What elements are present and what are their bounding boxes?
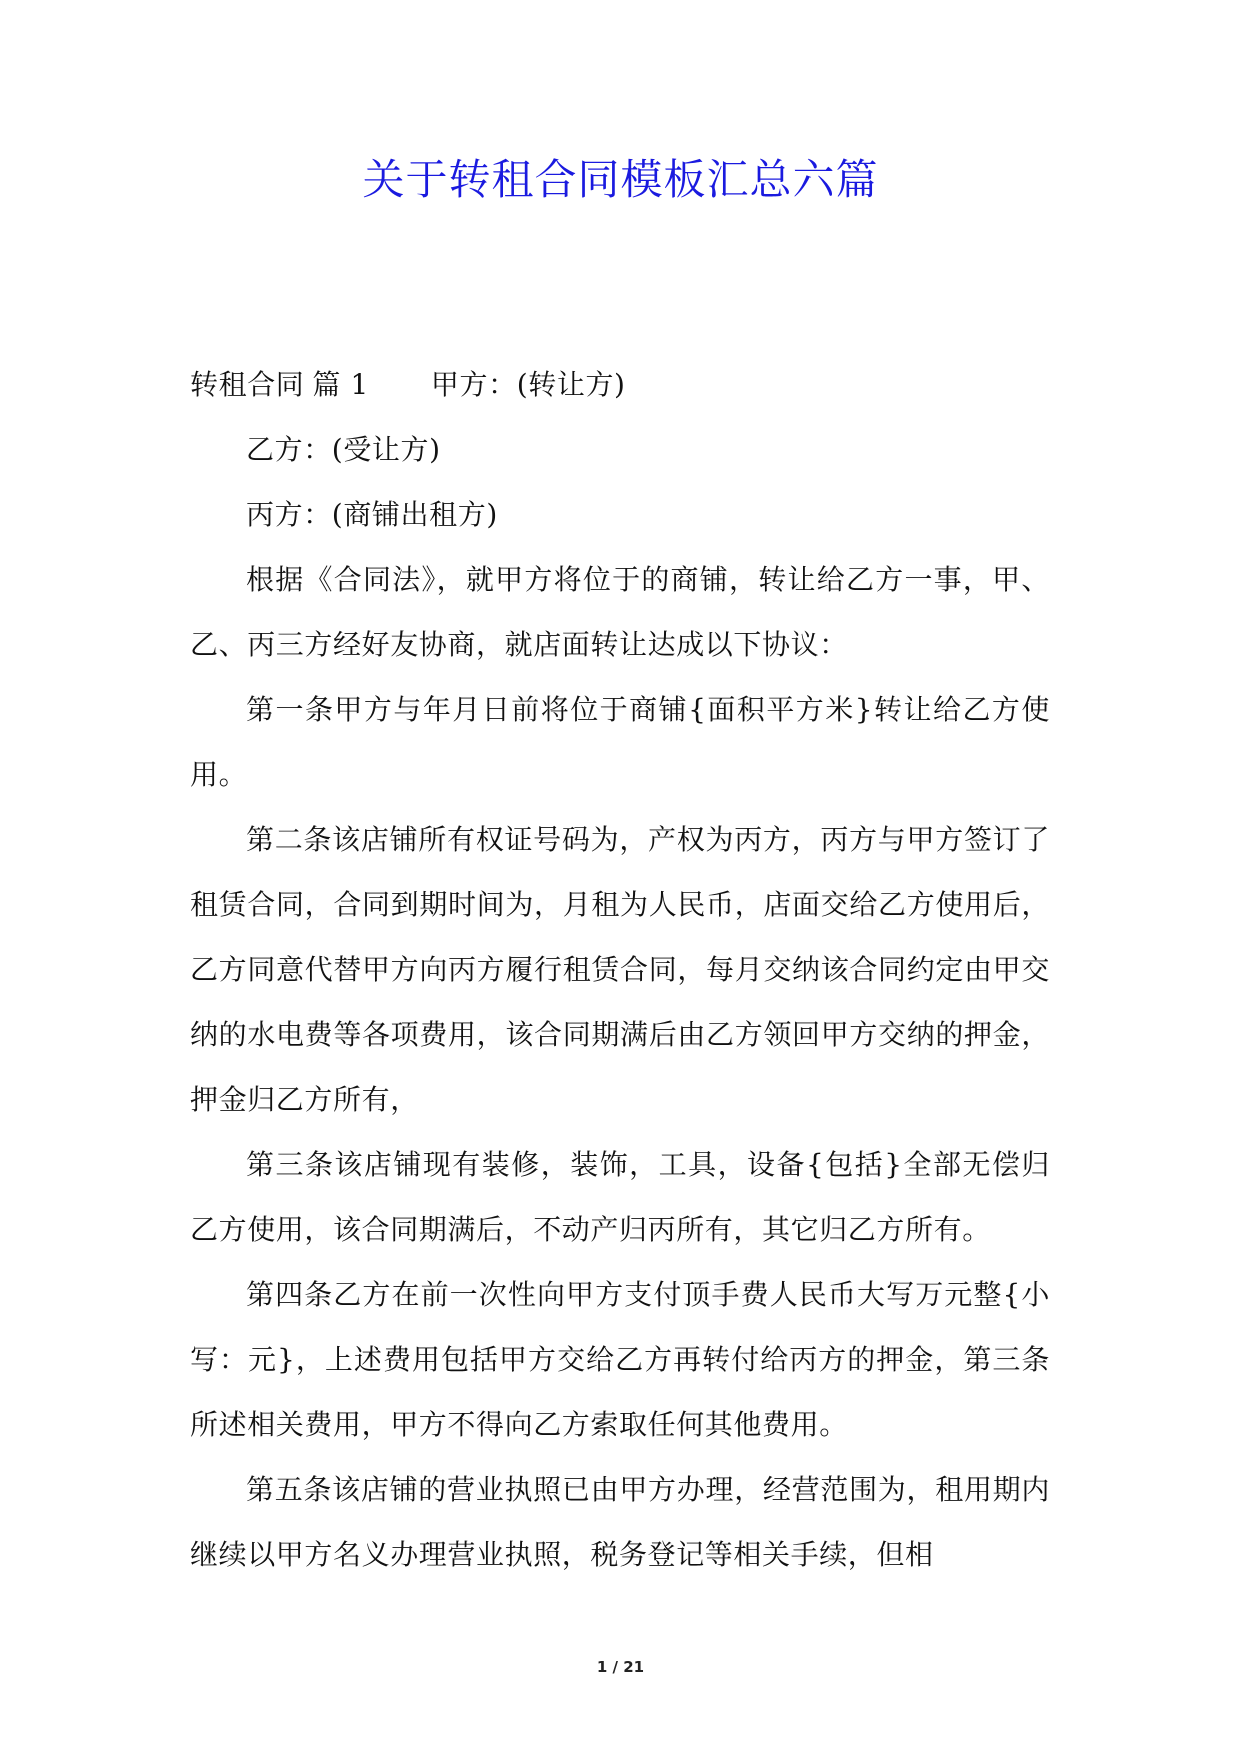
article-2-paragraph: 第二条该店铺所有权证号码为，产权为丙方，丙方与甲方签订了租赁合同，合同到期时间为，月租为人民币，店面交给乙方使用后，乙方同意代替甲方向丙方履行租赁合同，每月交纳该合同约定由甲交纳的水电费等各项费用，该合同期满后由乙方领回甲方交纳的押金，押金归乙方所有， [190, 823, 1050, 1116]
article-5-paragraph: 第五条该店铺的营业执照已由甲方办理，经营范围为，租用期内继续以甲方名义办理营业执照，税务登记等相关手续，但相 [190, 1473, 1050, 1571]
preamble-paragraph: 根据《合同法》，就甲方将位于的商铺，转让给乙方一事，甲、乙、丙三方经好友协商，就店面转让达成以下协议： [190, 563, 1050, 661]
document-title: 关于转租合同模板汇总六篇 [362, 155, 879, 204]
section-label: 转租合同 [190, 368, 305, 401]
section-heading [190, 352, 1050, 417]
party-c-line: 丙方：(商铺出租方) [246, 498, 498, 531]
party-b-line: 乙方：(受让方) [246, 433, 441, 466]
page-number: 1 / 21 [596, 1658, 645, 1676]
party-a-line: 甲方：(转让方) [430, 368, 626, 401]
section-piece-number: 篇 1 [312, 368, 369, 401]
document-body [190, 352, 1050, 1587]
article-3-paragraph: 第三条该店铺现有装修，装饰，工具，设备{包括}全部无偿归乙方使用，该合同期满后，不动产归丙所有，其它归乙方所有。 [190, 1148, 1050, 1246]
article-4-paragraph: 第四条乙方在前一次性向甲方支付顶手费人民币大写万元整{小写：元}，上述费用包括甲方交给乙方再转付给丙方的押金，第三条所述相关费用，甲方不得向乙方索取任何其他费用。 [190, 1278, 1050, 1441]
article-1-paragraph: 第一条甲方与年月日前将位于商铺{面积平方米}转让给乙方使用。 [190, 693, 1050, 791]
